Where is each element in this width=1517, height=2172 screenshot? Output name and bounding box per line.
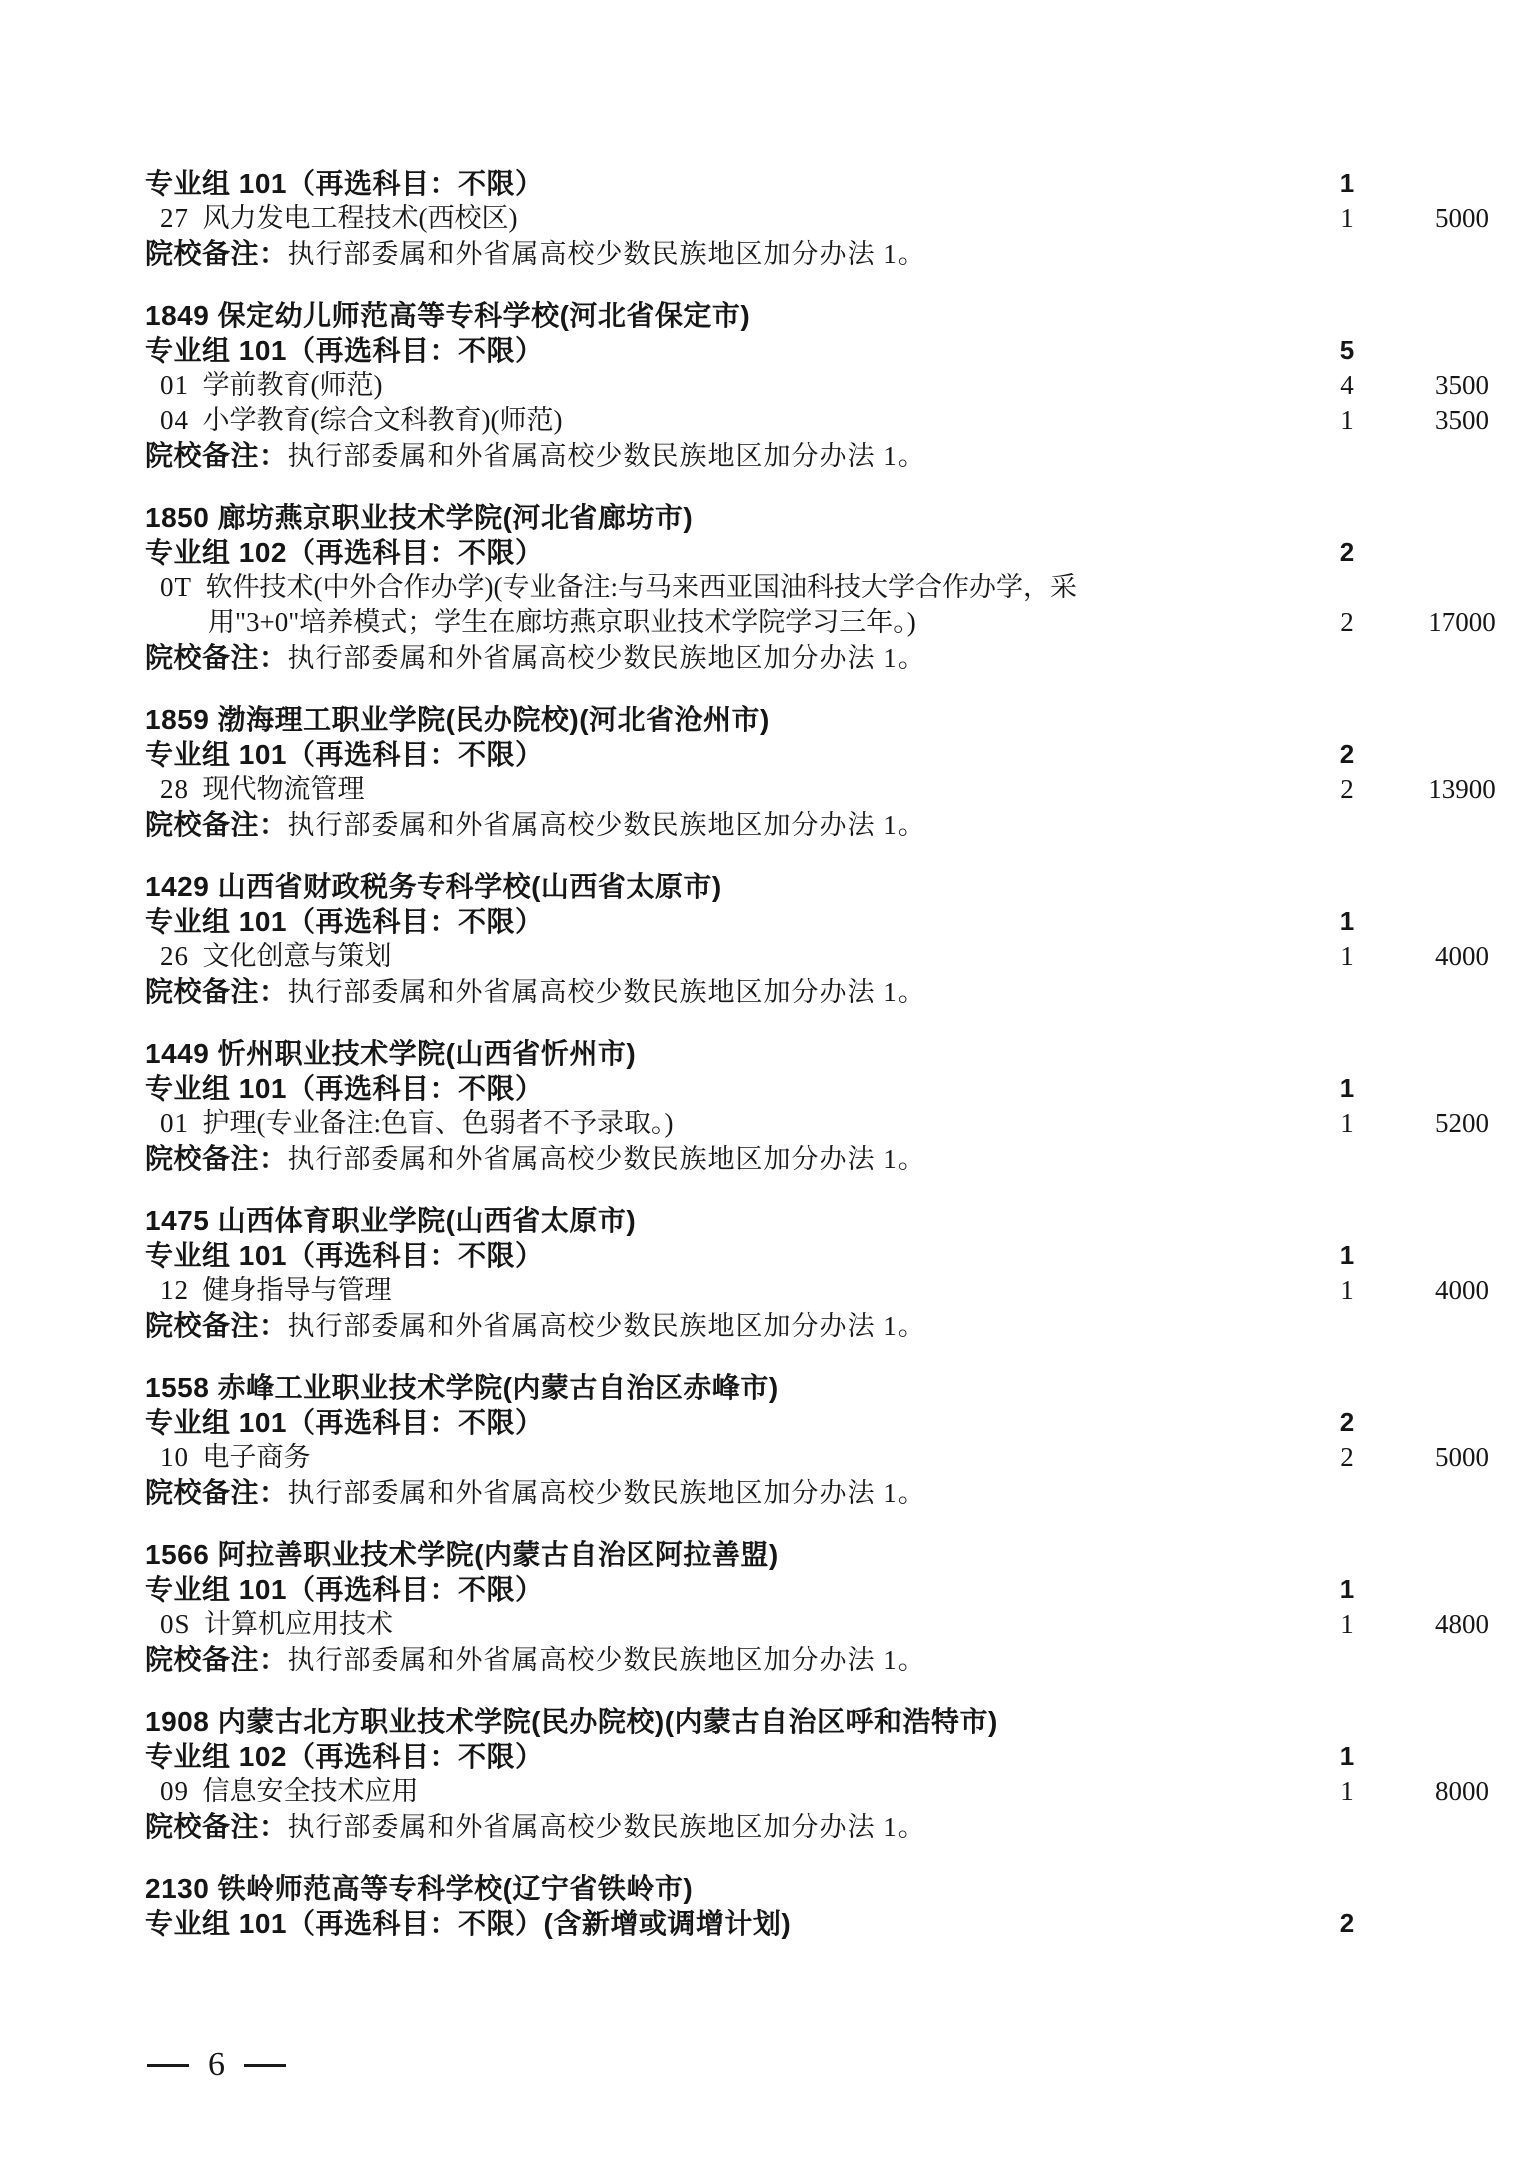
remark-label: 院校备注： — [145, 238, 288, 269]
major-name: 计算机应用技术 — [204, 1609, 394, 1639]
major-row — [145, 368, 1517, 403]
major-name: 电子商务 — [202, 1442, 311, 1472]
remark-row — [145, 974, 1517, 1010]
major-row — [145, 201, 1517, 236]
major-text — [160, 1106, 1090, 1141]
remark-line — [145, 236, 1075, 272]
remark-line — [145, 1141, 1075, 1177]
major-plan-count: 4 — [1340, 370, 1354, 400]
major-text — [160, 1440, 1090, 1475]
school-section — [145, 702, 1517, 843]
group-plan-count: 2 — [1339, 537, 1355, 567]
school-title-row — [145, 1704, 1517, 1739]
major-group-row — [145, 904, 1517, 939]
major-code: 04 — [160, 405, 189, 435]
major-code: 10 — [160, 1442, 189, 1472]
major-name: 风力发电工程技术(西校区) — [202, 203, 518, 233]
remark-line — [145, 1809, 1075, 1845]
major-code: 0T — [160, 572, 192, 602]
remark-line — [145, 974, 1075, 1010]
remark-row — [145, 438, 1517, 474]
school-title: 1850 廊坊燕京职业技术学院(河北省廊坊市) — [145, 502, 694, 533]
school-title-row — [145, 298, 1517, 333]
school-section — [145, 1370, 1517, 1511]
footer-dash — [147, 2064, 189, 2067]
major-fee: 5200 — [1435, 1108, 1489, 1138]
major-plan-count: 1 — [1340, 203, 1354, 233]
major-fee: 8000 — [1435, 1776, 1489, 1806]
major-group-row — [145, 1906, 1517, 1941]
remark-line — [145, 1475, 1075, 1511]
major-text — [160, 201, 1090, 236]
major-row — [145, 403, 1517, 438]
remark-label: 院校备注： — [145, 1811, 288, 1842]
remark-text: 执行部委属和外省属高校少数民族地区加分办法 1。 — [287, 1144, 926, 1174]
major-plan-count: 1 — [1340, 1275, 1354, 1305]
major-group-row — [145, 1572, 1517, 1607]
major-name: 学前教育(师范) — [202, 370, 383, 400]
remark-label: 院校备注： — [145, 809, 288, 840]
major-plan-count: 2 — [1340, 774, 1354, 804]
major-code: 27 — [160, 203, 189, 233]
major-text — [160, 1774, 1090, 1809]
school-section — [145, 298, 1517, 474]
school-title: 2130 铁岭师范高等专科学校(辽宁省铁岭市) — [145, 1873, 694, 1904]
remark-text: 执行部委属和外省属高校少数民族地区加分办法 1。 — [287, 1645, 926, 1675]
major-fee: 3500 — [1435, 405, 1489, 435]
major-group-label: 专业组 101（再选科目：不限） — [145, 1574, 544, 1605]
remark-row — [145, 236, 1517, 272]
school-title-row — [145, 1537, 1517, 1572]
remark-row — [145, 1141, 1517, 1177]
major-fee: 4800 — [1435, 1609, 1489, 1639]
major-group-label: 专业组 101（再选科目：不限） — [145, 739, 544, 770]
school-title-row — [145, 1370, 1517, 1405]
major-code: 12 — [160, 1275, 189, 1305]
major-plan-count: 2 — [1340, 607, 1354, 637]
remark-line — [145, 1308, 1075, 1344]
remark-text: 执行部委属和外省属高校少数民族地区加分办法 1。 — [287, 810, 926, 840]
school-title-row — [145, 702, 1517, 737]
major-text — [160, 772, 1090, 807]
school-section — [145, 166, 1517, 272]
major-fee: 4000 — [1435, 1275, 1489, 1305]
school-title: 1449 忻州职业技术学院(山西省忻州市) — [145, 1038, 637, 1069]
school-title-row — [145, 500, 1517, 535]
remark-text: 执行部委属和外省属高校少数民族地区加分办法 1。 — [287, 643, 926, 673]
remark-line — [145, 438, 1075, 474]
school-section — [145, 500, 1517, 676]
major-group-label: 专业组 101（再选科目：不限） — [145, 1073, 544, 1104]
major-text — [160, 368, 1090, 403]
remark-row — [145, 807, 1517, 843]
major-group-label: 专业组 101（再选科目：不限） — [145, 1240, 544, 1271]
remark-row — [145, 1642, 1517, 1678]
major-group-label: 专业组 101（再选科目：不限） — [145, 168, 544, 199]
remark-row — [145, 640, 1517, 676]
major-row — [145, 1607, 1517, 1642]
major-plan-count: 1 — [1340, 1108, 1354, 1138]
major-code: 01 — [160, 370, 189, 400]
major-group-row — [145, 1238, 1517, 1273]
major-row — [145, 1106, 1517, 1141]
remark-label: 院校备注： — [145, 1143, 288, 1174]
group-plan-count: 1 — [1339, 1240, 1355, 1270]
school-section — [145, 1203, 1517, 1344]
major-name: 软件技术(中外合作办学)(专业备注:与马来西亚国油科技大学合作办学，采用"3+0"培养模式；学生在廊坊燕京职业技术学院学习三年。) — [205, 572, 1077, 637]
major-code: 0S — [160, 1609, 191, 1639]
major-fee: 4000 — [1435, 941, 1489, 971]
remark-label: 院校备注： — [145, 642, 288, 673]
major-fee: 5000 — [1435, 203, 1489, 233]
remark-text: 执行部委属和外省属高校少数民族地区加分办法 1。 — [287, 1478, 926, 1508]
group-plan-count: 2 — [1339, 1908, 1355, 1938]
major-row — [145, 1440, 1517, 1475]
school-title-row — [145, 869, 1517, 904]
major-name: 现代物流管理 — [202, 774, 365, 804]
major-name: 信息安全技术应用 — [202, 1776, 419, 1806]
major-code: 28 — [160, 774, 189, 804]
major-text — [160, 939, 1090, 974]
major-row — [145, 570, 1517, 640]
group-plan-count: 1 — [1339, 1741, 1355, 1771]
school-title: 1849 保定幼儿师范高等专科学校(河北省保定市) — [145, 300, 751, 331]
remark-line — [145, 807, 1075, 843]
school-title-row — [145, 1203, 1517, 1238]
page-footer — [147, 2048, 286, 2082]
school-title: 1558 赤峰工业职业技术学院(内蒙古自治区赤峰市) — [145, 1372, 779, 1403]
group-plan-count: 1 — [1339, 168, 1355, 198]
major-row — [145, 1774, 1517, 1809]
major-text — [160, 570, 1090, 640]
major-name: 文化创意与策划 — [202, 941, 392, 971]
remark-line — [145, 1642, 1075, 1678]
group-plan-count: 2 — [1339, 739, 1355, 769]
major-code: 01 — [160, 1108, 189, 1138]
school-section — [145, 869, 1517, 1010]
footer-dash — [244, 2064, 286, 2067]
major-plan-count: 1 — [1340, 941, 1354, 971]
major-group-row — [145, 1405, 1517, 1440]
school-title: 1429 山西省财政税务专科学校(山西省太原市) — [145, 871, 722, 902]
remark-row — [145, 1809, 1517, 1845]
remark-label: 院校备注： — [145, 1477, 288, 1508]
remark-text: 执行部委属和外省属高校少数民族地区加分办法 1。 — [287, 441, 926, 471]
major-text — [160, 1607, 1090, 1642]
major-plan-count: 2 — [1340, 1442, 1354, 1472]
group-plan-count: 1 — [1339, 906, 1355, 936]
major-group-label: 专业组 102（再选科目：不限） — [145, 1741, 544, 1772]
major-plan-count: 1 — [1340, 1776, 1354, 1806]
remark-label: 院校备注： — [145, 1644, 288, 1675]
major-fee: 5000 — [1435, 1442, 1489, 1472]
school-section — [145, 1871, 1517, 1941]
school-title: 1859 渤海理工职业学院(民办院校)(河北省沧州市) — [145, 704, 770, 735]
major-fee: 17000 — [1428, 607, 1496, 637]
school-section — [145, 1704, 1517, 1845]
major-name: 健身指导与管理 — [202, 1275, 392, 1305]
major-group-row — [145, 535, 1517, 570]
major-group-label: 专业组 101（再选科目：不限）(含新增或调增计划) — [145, 1908, 792, 1939]
major-group-row — [145, 333, 1517, 368]
group-plan-count: 5 — [1339, 335, 1355, 365]
major-group-label: 专业组 101（再选科目：不限） — [145, 1407, 544, 1438]
major-code: 09 — [160, 1776, 189, 1806]
remark-line — [145, 640, 1075, 676]
remark-text: 执行部委属和外省属高校少数民族地区加分办法 1。 — [287, 1311, 926, 1341]
remark-row — [145, 1308, 1517, 1344]
major-group-row — [145, 1739, 1517, 1774]
remark-text: 执行部委属和外省属高校少数民族地区加分办法 1。 — [287, 977, 926, 1007]
group-plan-count: 1 — [1339, 1073, 1355, 1103]
major-group-label: 专业组 102（再选科目：不限） — [145, 537, 544, 568]
major-row — [145, 939, 1517, 974]
school-title-row — [145, 1871, 1517, 1906]
major-name: 小学教育(综合文科教育)(师范) — [202, 405, 563, 435]
major-fee: 3500 — [1435, 370, 1489, 400]
major-plan-count: 1 — [1340, 1609, 1354, 1639]
school-title-row — [145, 1036, 1517, 1071]
remark-label: 院校备注： — [145, 976, 288, 1007]
major-fee: 13900 — [1428, 774, 1496, 804]
remark-label: 院校备注： — [145, 1310, 288, 1341]
group-plan-count: 1 — [1339, 1574, 1355, 1604]
major-row — [145, 772, 1517, 807]
major-text — [160, 403, 1090, 438]
school-section — [145, 1036, 1517, 1177]
school-title: 1566 阿拉善职业技术学院(内蒙古自治区阿拉善盟) — [145, 1539, 779, 1570]
group-plan-count: 2 — [1339, 1407, 1355, 1437]
major-group-row — [145, 166, 1517, 201]
major-group-label: 专业组 101（再选科目：不限） — [145, 335, 544, 366]
major-group-label: 专业组 101（再选科目：不限） — [145, 906, 544, 937]
page-number: 6 — [208, 2046, 225, 2083]
school-title: 1475 山西体育职业学院(山西省太原市) — [145, 1205, 637, 1236]
major-code: 26 — [160, 941, 189, 971]
remark-row — [145, 1475, 1517, 1511]
major-name: 护理(专业备注:色盲、色弱者不予录取。) — [202, 1108, 674, 1138]
major-group-row — [145, 1071, 1517, 1106]
remark-label: 院校备注： — [145, 440, 288, 471]
school-section — [145, 1537, 1517, 1678]
school-title: 1908 内蒙古北方职业技术学院(民办院校)(内蒙古自治区呼和浩特市) — [145, 1706, 998, 1737]
remark-text: 执行部委属和外省属高校少数民族地区加分办法 1。 — [287, 1812, 926, 1842]
remark-text: 执行部委属和外省属高校少数民族地区加分办法 1。 — [287, 239, 926, 269]
major-row — [145, 1273, 1517, 1308]
major-group-row — [145, 737, 1517, 772]
major-plan-count: 1 — [1340, 405, 1354, 435]
major-text — [160, 1273, 1090, 1308]
